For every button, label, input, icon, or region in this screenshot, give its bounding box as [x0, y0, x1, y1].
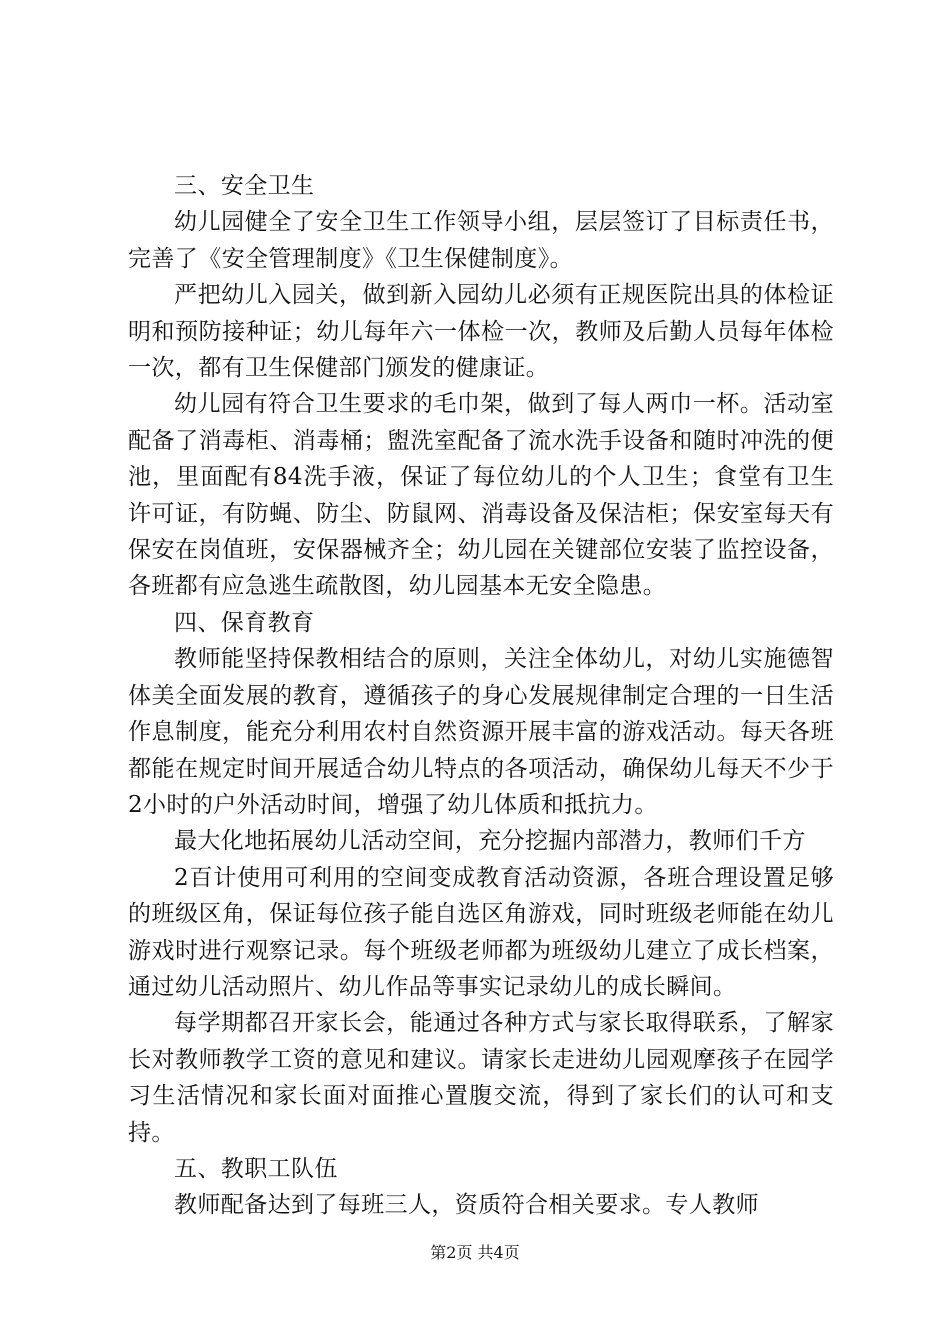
paragraph: 2百计使用可利用的空间变成教育活动资源，各班合理设置足够的班级区角，保证每位孩子能自选区角游戏，同时班级老师能在幼儿游戏时进行观察记录。每个班级老师都为班级幼儿建立了成长档案，通过幼儿活动照片、幼儿作品等事实记录幼儿的成长瞬间。	[128, 864, 834, 1000]
paragraph: 教师能坚持保教相结合的原则，关注全体幼儿，对幼儿实施德智体美全面发展的教育，遵循孩子的身心发展规律制定合理的一日生活作息制度，能充分利用农村自然资源开展丰富的游戏活动。每天各班都能在规定时间开展适合幼儿特点的各项活动，确保幼儿每天不少于2小时的户外活动时间，增强了幼儿体质和抵抗力。	[128, 646, 834, 818]
section-heading-staff: 五、教职工队伍	[174, 1155, 338, 1182]
page-number-footer: 第2页 共4页	[430, 1243, 520, 1262]
section-heading-safety: 三、安全卫生	[174, 173, 315, 199]
paragraph: 严把幼儿入园关，做到新入园幼儿必须有正规医院出具的体检证明和预防接种证；幼儿每年六一体检一次，教师及后勤人员每年体检一次，都有卫生保健部门颁发的健康证。	[128, 282, 834, 382]
section-heading-education: 四、保育教育	[174, 609, 315, 636]
paragraph: 教师配备达到了每班三人，资质符合相关要求。专人教师	[174, 1192, 759, 1219]
document-body	[128, 168, 834, 1224]
paragraph: 幼儿园健全了安全卫生工作领导小组，层层签订了目标责任书，完善了《安全管理制度》《卫生保健制度》。	[128, 209, 834, 272]
paragraph: 最大化地拓展幼儿活动空间，充分挖掘内部潜力，教师们千方	[174, 828, 806, 855]
paragraph: 每学期都召开家长会，能通过各种方式与家长取得联系，了解家长对教师教学工资的意见和建议。请家长走进幼儿园观摩孩子在园学习生活情况和家长面对面推心置腹交流，得到了家长们的认可和支持。	[128, 1010, 834, 1146]
paragraph: 幼儿园有符合卫生要求的毛巾架，做到了每人两巾一杯。活动室配备了消毒柜、消毒桶；盥洗室配备了流水洗手设备和随时冲洗的便池，里面配有84洗手液，保证了每位幼儿的个人卫生；食堂有卫生许可证，有防蝇、防尘、防鼠网、消毒设备及保洁柜；保安室每天有保安在岗值班，安保器械齐全；幼儿园在关键部位安装了监控设备，各班都有应急逃生疏散图，幼儿园基本无安全隐患。	[128, 391, 834, 600]
